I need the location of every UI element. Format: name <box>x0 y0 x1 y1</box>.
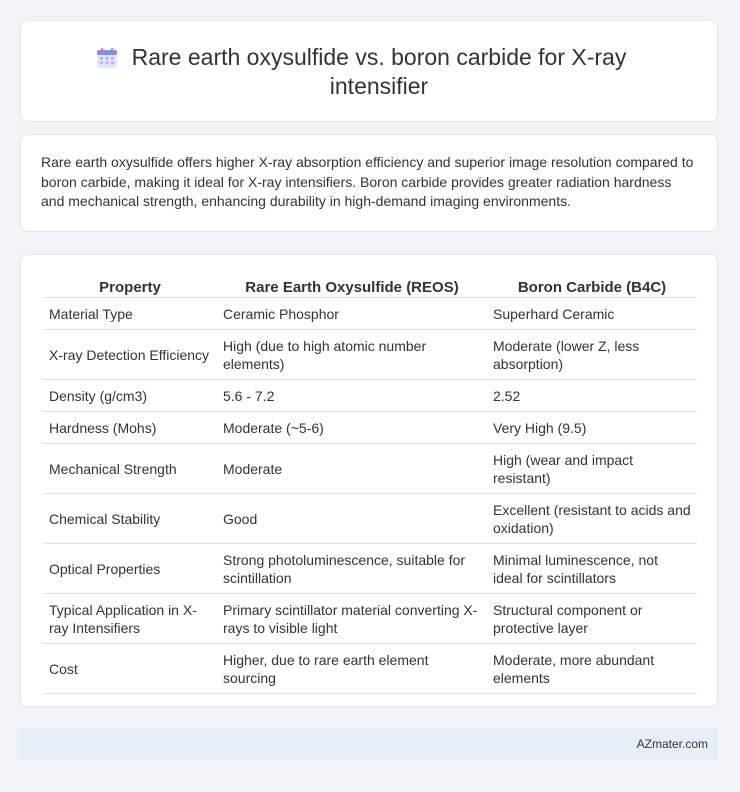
cell-b4c: Superhard Ceramic <box>487 298 697 330</box>
comparison-table <box>43 275 697 694</box>
footer-brand[interactable]: AZmater.com <box>636 737 708 751</box>
summary-text: Rare earth oxysulfide offers higher X-ray absorption efficiency and superior image resolution compared to boron carbide, making it ideal for X-ray intensifiers. Boron carbide provides greater radiation hardness and mechanical strength, enhancing durability in high-demand imaging environments. <box>41 154 694 209</box>
cell-reos: Moderate <box>217 444 487 494</box>
table-row <box>43 544 697 594</box>
cell-b4c: Excellent (resistant to acids and oxidation) <box>487 494 697 544</box>
cell-reos: Ceramic Phosphor <box>217 298 487 330</box>
cell-property: Material Type <box>43 298 217 330</box>
page-title: Rare earth oxysulfide vs. boron carbide for X-ray intensifier <box>131 44 627 99</box>
cell-b4c: High (wear and impact resistant) <box>487 444 697 494</box>
cell-property: Density (g/cm3) <box>43 380 217 412</box>
cell-reos: Good <box>217 494 487 544</box>
cell-reos: Moderate (~5-6) <box>217 412 487 444</box>
title-card <box>20 20 718 122</box>
cell-reos: Primary scintillator material converting X-rays to visible light <box>217 594 487 644</box>
header-reos: Rare Earth Oxysulfide (REOS) <box>217 275 487 298</box>
cell-property: Cost <box>43 644 217 694</box>
comparison-table-card <box>20 254 718 707</box>
table-row <box>43 594 697 644</box>
table-row <box>43 330 697 380</box>
cell-reos: High (due to high atomic number elements) <box>217 330 487 380</box>
footer <box>20 728 718 760</box>
cell-property: Optical Properties <box>43 544 217 594</box>
cell-b4c: 2.52 <box>487 380 697 412</box>
table-row <box>43 298 697 330</box>
cell-property: Mechanical Strength <box>43 444 217 494</box>
summary-card <box>20 134 718 232</box>
cell-b4c: Moderate (lower Z, less absorption) <box>487 330 697 380</box>
cell-property: Typical Application in X-ray Intensifiers <box>43 594 217 644</box>
table-header-row <box>43 275 697 298</box>
table-row <box>43 494 697 544</box>
cell-reos: 5.6 - 7.2 <box>217 380 487 412</box>
table-row <box>43 444 697 494</box>
cell-property: Hardness (Mohs) <box>43 412 217 444</box>
header-b4c: Boron Carbide (B4C) <box>487 275 697 298</box>
table-row <box>43 644 697 694</box>
cell-property: Chemical Stability <box>43 494 217 544</box>
cell-b4c: Very High (9.5) <box>487 412 697 444</box>
cell-b4c: Minimal luminescence, not ideal for scintillators <box>487 544 697 594</box>
cell-reos: Higher, due to rare earth element sourcing <box>217 644 487 694</box>
cell-b4c: Moderate, more abundant elements <box>487 644 697 694</box>
cell-b4c: Structural component or protective layer <box>487 594 697 644</box>
cell-property: X-ray Detection Efficiency <box>43 330 217 380</box>
table-row <box>43 380 697 412</box>
cell-reos: Strong photoluminescence, suitable for scintillation <box>217 544 487 594</box>
table-row <box>43 412 697 444</box>
header-property: Property <box>43 275 217 298</box>
